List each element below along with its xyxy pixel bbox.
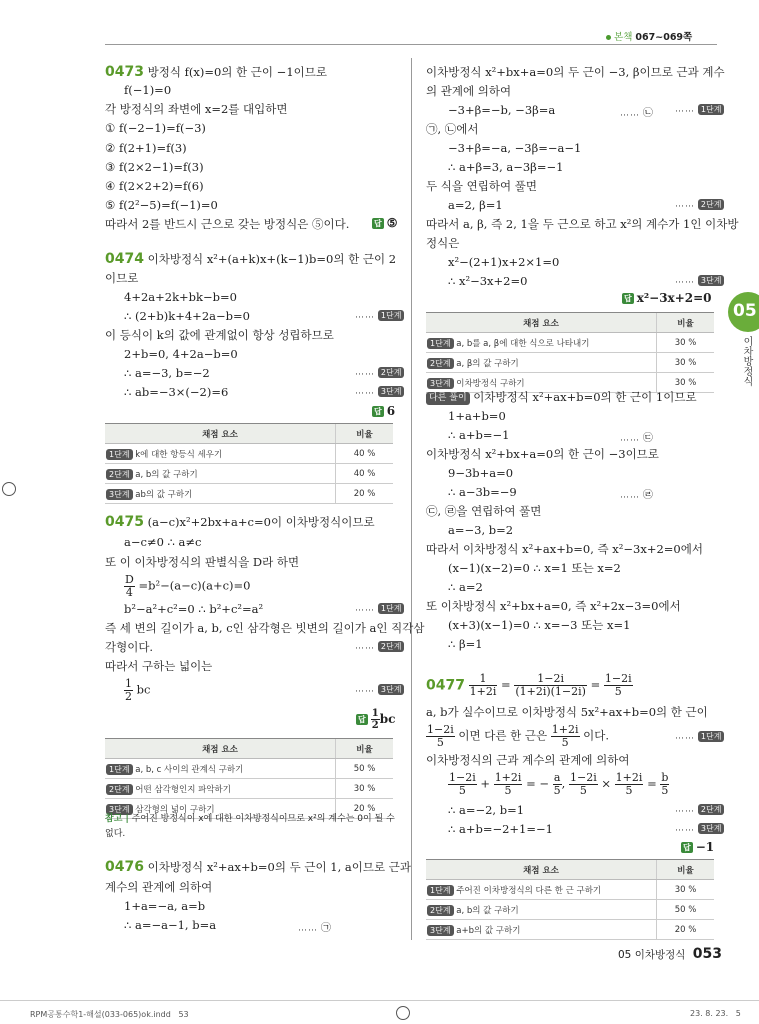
p475-line: 즉 세 변의 길이가 a, b, c인 삼각형은 빗변의 길이가 a인 직각삼	[105, 621, 425, 635]
p476-line: 정식은	[426, 236, 460, 250]
header-rule	[105, 44, 717, 45]
p474-line: 이 등식이 k의 값에 관계없이 항상 성립하므로	[105, 328, 334, 342]
step-mark: …… 2단계	[355, 641, 404, 652]
p477-line: $\frac{1-2i}{5}$ 이면 다른 한 근은 $\frac{1+2i}{5}$ 이다.	[427, 723, 610, 749]
p475-line: $\frac{D}{4}$ =b²−(a−c)(a+c)=0	[125, 573, 251, 599]
step-mark: …… 1단계	[675, 731, 724, 742]
alt-label: 다른 풀이	[426, 392, 470, 405]
p476-line: −3+β=−a, −3β=−a−1	[448, 141, 582, 155]
answer-icon: 답	[374, 219, 382, 228]
alt-line: (x−1)(x−2)=0 ∴ x=1 또는 x=2	[448, 561, 621, 575]
p476-line: x²−(2+1)x+2×1=0	[448, 255, 560, 269]
step-mark: …… 3단계	[355, 684, 404, 695]
p476-line: ㉠, ㉡에서	[426, 122, 479, 136]
alt-line: 9−3b+a=0	[448, 466, 514, 480]
side-tab-label: 이차방정식	[741, 336, 752, 386]
problem-number: 0477	[426, 677, 465, 694]
alt-line: 이차방정식 x²+bx+a=0의 한 근이 −3이므로	[426, 447, 659, 461]
p475-line: b²−a²+c²=0 ∴ b²+c²=a²	[124, 602, 264, 616]
problem-number: 0474	[105, 251, 144, 267]
p476-line: 따라서 a, β, 즉 2, 1을 두 근으로 하고 x²의 계수가 1인 이차방	[426, 217, 739, 231]
p474-line: 4+2a+2k+bk−b=0	[124, 290, 237, 304]
alt-line: ㉢, ㉣을 연립하여 풀면	[426, 504, 542, 518]
scoring-table-474: 채점 요소 비율 1단계 k에 대한 항등식 세우기 40 % 2단계 a, b의 값 구하기 40 % 3단계 ab의 값 구하기 20 %	[105, 423, 393, 504]
step-mark: …… 3단계	[675, 275, 724, 286]
p474-answer: 답 6	[374, 404, 396, 418]
p476-answer: 답 x²−3x+2=0	[624, 291, 712, 305]
p475-line: 따라서 구하는 넓이는	[105, 659, 213, 673]
slug-rule	[0, 1000, 759, 1001]
p474-line: ∴ a=−3, b=−2	[124, 366, 210, 380]
p476: 0476 이차방정식 x²+ax+b=0의 두 근이 1, a이므로 근과	[105, 859, 411, 875]
registration-mark-bottom	[396, 1006, 410, 1020]
p473-line: ④ f(2×2+2)=f(6)	[105, 179, 204, 193]
p477-line: 이차방정식의 근과 계수의 관계에 의하여	[426, 753, 630, 767]
p473-line: ① f(−2−1)=f(−3)	[105, 121, 206, 135]
alt-line: ∴ a=2	[448, 580, 483, 594]
problem-number: 0475	[105, 514, 144, 530]
p476-line: 1+a=−a, a=b	[124, 899, 206, 913]
p475-line: a−c≠0 ∴ a≠c	[124, 535, 202, 549]
p476-line: −3+β=−b, −3β=a	[448, 103, 556, 117]
slug-date: 23. 8. 23. 5	[690, 1009, 741, 1018]
p477-line: ∴ a=−2, b=1	[448, 803, 525, 817]
p475-line: 각형이다.	[105, 640, 154, 654]
step-mark: …… 1단계	[355, 603, 404, 614]
alt-line: 또 이차방정식 x²+bx+a=0, 즉 x²+2x−3=0에서	[426, 599, 681, 613]
p477-line: a, b가 실수이므로 이차방정식 5x²+ax+b=0의 한 근이	[426, 705, 708, 719]
p473-line: 따라서 2를 반드시 근으로 갖는 방정식은 ⑤이다.	[105, 217, 350, 231]
scoring-table-476: 채점 요소 비율 1단계 a, b를 a, β에 대한 식으로 나타내기 30 % 2단계 a, β의 값 구하기 30 % 3단계 이차방정식 구하기 30 %	[426, 312, 714, 393]
p476-line: ∴ a=−a−1, b=a	[124, 918, 217, 932]
p474: 0474 이차방정식 x²+(a+k)x+(k−1)b=0의 한 근이 2	[105, 251, 397, 267]
step-mark: …… 3단계	[355, 386, 404, 397]
p474-line: ∴ (2+b)k+4+2a−b=0	[124, 309, 250, 323]
circle-mark: …… ㉡	[620, 108, 653, 119]
p473-line: ③ f(2×2−1)=f(3)	[105, 160, 204, 174]
p477-line: ∴ a+b=−2+1=−1	[448, 822, 553, 836]
p474-line: 2+b=0, 4+2a−b=0	[124, 347, 238, 361]
circle-mark: …… ㉣	[620, 490, 653, 501]
slug-file: RPM공통수학1-해설(033-065)ok.indd 53	[30, 1010, 189, 1019]
p476-line: a=2, β=1	[448, 198, 503, 212]
alt-line: (x+3)(x−1)=0 ∴ x=−3 또는 x=1	[448, 618, 631, 632]
p475-line: $\frac{1}{2}$ bc	[125, 677, 151, 703]
side-tab-number: 05	[733, 301, 757, 321]
p476-line: 계수의 관계에 의하여	[105, 880, 213, 894]
alt-solution: 다른 풀이 이차방정식 x²+ax+b=0의 한 근이 1이므로	[426, 389, 697, 405]
bullet-icon	[606, 35, 611, 40]
p473: 0473 방정식 f(x)=0의 한 근이 −1이므로	[105, 64, 327, 80]
alt-line: a=−3, b=2	[448, 523, 514, 537]
step-mark: …… 2단계	[355, 367, 404, 378]
p476-line: ∴ x²−3x+2=0	[448, 274, 528, 288]
p476-line: ∴ a+β=3, a−3β=−1	[448, 160, 564, 174]
problem-number: 0473	[105, 64, 144, 80]
circle-mark: …… ㉢	[620, 433, 653, 444]
step-mark: …… 2단계	[675, 804, 724, 815]
alt-line: ∴ a+b=−1	[448, 428, 510, 442]
step-mark: …… 2단계	[675, 199, 724, 210]
p477-line: $\frac{1-2i}{5}$ + $\frac{1+2i}{5}$ = − $\frac{a}{5}$ , $\frac{1-2i}{5}$ × $\frac{1+2i}{5}$ = $\frac{b}{5}$	[449, 771, 669, 797]
header-ref: 본책 067~069쪽	[606, 29, 692, 43]
alt-line: 1+a+b=0	[448, 409, 506, 423]
problem-number: 0476	[105, 859, 144, 875]
step-mark: …… 1단계	[355, 310, 404, 321]
p473-line: ② f(2+1)=f(3)	[105, 141, 187, 155]
p476-line: 두 식을 연립하여 풀면	[426, 179, 537, 193]
alt-line: ∴ β=1	[448, 637, 483, 651]
column-divider	[411, 58, 412, 940]
p477: 0477 $\frac{1}{1+2i}$ = $\frac{1-2i}{(1+2i)(1-2i)}$ = $\frac{1-2i}{5}$	[426, 672, 632, 698]
p473-line: f(−1)=0	[124, 83, 172, 97]
circle-mark: …… ㉠	[298, 923, 331, 934]
scoring-table-477: 채점 요소 비율 1단계 주어진 이차방정식의 다른 한 근 구하기 30 % 2단계 a, b의 값 구하기 50 % 3단계 a+b의 값 구하기 20 %	[426, 859, 714, 940]
footer-chapter: 05 이차방정식 053	[618, 946, 722, 962]
p475: 0475 (a−c)x²+2bx+a+c=0이 이차방정식이므로	[105, 514, 375, 530]
p476-line: 이차방정식 x²+bx+a=0의 두 근이 −3, β이므로 근과 계수	[426, 65, 725, 79]
scoring-table-475: 채점 요소 비율 1단계 a, b, c 사이의 관계식 구하기 50 % 2단계 어떤 삼각형인지 파악하기 30 % 3단계 삼각형의 넓이 구하기 20 %	[105, 738, 393, 819]
page-number: 053	[692, 946, 722, 962]
p473-line: ⑤ f(2²−5)=f(−1)=0	[105, 198, 218, 212]
step-mark: …… 1단계	[675, 104, 724, 115]
registration-mark-left	[2, 482, 16, 496]
p474-line: 이므로	[105, 271, 139, 285]
step-mark: …… 3단계	[675, 823, 724, 834]
p477-answer: 답 −1	[683, 840, 715, 854]
p473-answer: 답 ⑤	[374, 216, 398, 230]
p476-line: 의 관계에 의하여	[426, 84, 512, 98]
p474-line: ∴ ab=−3×(−2)=6	[124, 385, 229, 399]
p475-line: 또 이 이차방정식의 판별식을 D라 하면	[105, 555, 300, 569]
note: 참고 | 주어진 방정식이 x에 대한 이차방정식이므로 x²의 계수는 0이 될 수 없다.	[105, 814, 395, 839]
p473-line: 각 방정식의 좌변에 x=2를 대입하면	[105, 102, 288, 116]
p475-answer: 답 $\frac{1}{2}$ bc	[358, 708, 396, 731]
alt-line: ∴ a−3b=−9	[448, 485, 517, 499]
alt-line: 따라서 이차방정식 x²+ax+b=0, 즉 x²−3x+2=0에서	[426, 542, 703, 556]
